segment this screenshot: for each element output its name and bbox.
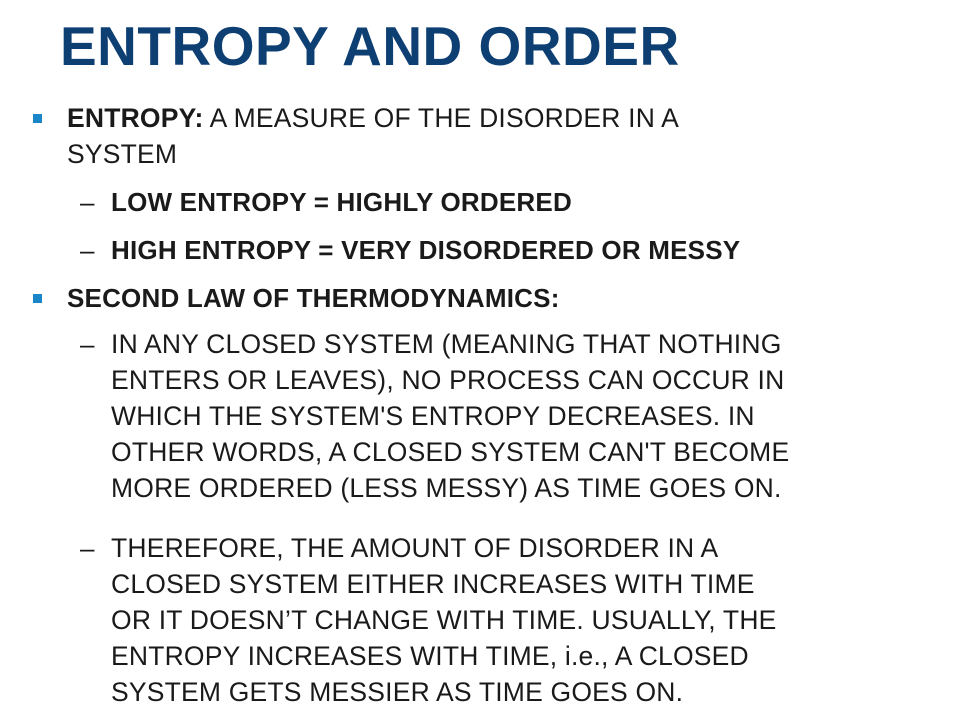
bullet-entropy-text <box>67 100 927 172</box>
dash-bullet-icon: – <box>80 187 95 217</box>
closed-system-text <box>111 326 926 506</box>
entropy-definition-cont: SYSTEM <box>67 139 178 169</box>
therefore-line: ENTROPY INCREASES WITH TIME, i.e., A CLOSED <box>111 641 749 671</box>
square-bullet-icon <box>33 114 42 123</box>
closed-system-line: IN ANY CLOSED SYSTEM (MEANING THAT NOTHING <box>111 329 782 359</box>
therefore-line: OR IT DOESN’T CHANGE WITH TIME. USUALLY, THE <box>111 605 777 635</box>
therefore-line: THEREFORE, THE AMOUNT OF DISORDER IN A <box>111 533 719 563</box>
dash-bullet-icon: – <box>80 235 95 265</box>
dash-bullet-icon: – <box>80 329 95 359</box>
closed-system-line: OTHER WORDS, A CLOSED SYSTEM CAN'T BECOME <box>111 437 790 467</box>
therefore-line: SYSTEM GETS MESSIER AS TIME GOES ON. <box>111 677 684 707</box>
high-entropy-text: HIGH ENTROPY = VERY DISORDERED OR MESSY <box>111 235 741 265</box>
therefore-line: CLOSED SYSTEM EITHER INCREASES WITH TIME <box>111 569 755 599</box>
entropy-definition: A MEASURE OF THE DISORDER IN A <box>203 103 680 133</box>
closed-system-line: MORE ORDERED (LESS MESSY) AS TIME GOES ON. <box>111 473 782 503</box>
square-bullet-icon <box>33 294 42 303</box>
therefore-text <box>111 530 926 710</box>
closed-system-line: ENTERS OR LEAVES), NO PROCESS CAN OCCUR IN <box>111 365 785 395</box>
entropy-term: ENTROPY: <box>67 103 204 133</box>
dash-bullet-icon: – <box>80 533 95 563</box>
closed-system-line: WHICH THE SYSTEM'S ENTROPY DECREASES. IN <box>111 401 755 431</box>
low-entropy-text: LOW ENTROPY = HIGHLY ORDERED <box>111 187 572 217</box>
second-law-heading: SECOND LAW OF THERMODYNAMICS: <box>67 283 560 313</box>
slide-title: ENTROPY AND ORDER <box>60 15 680 77</box>
